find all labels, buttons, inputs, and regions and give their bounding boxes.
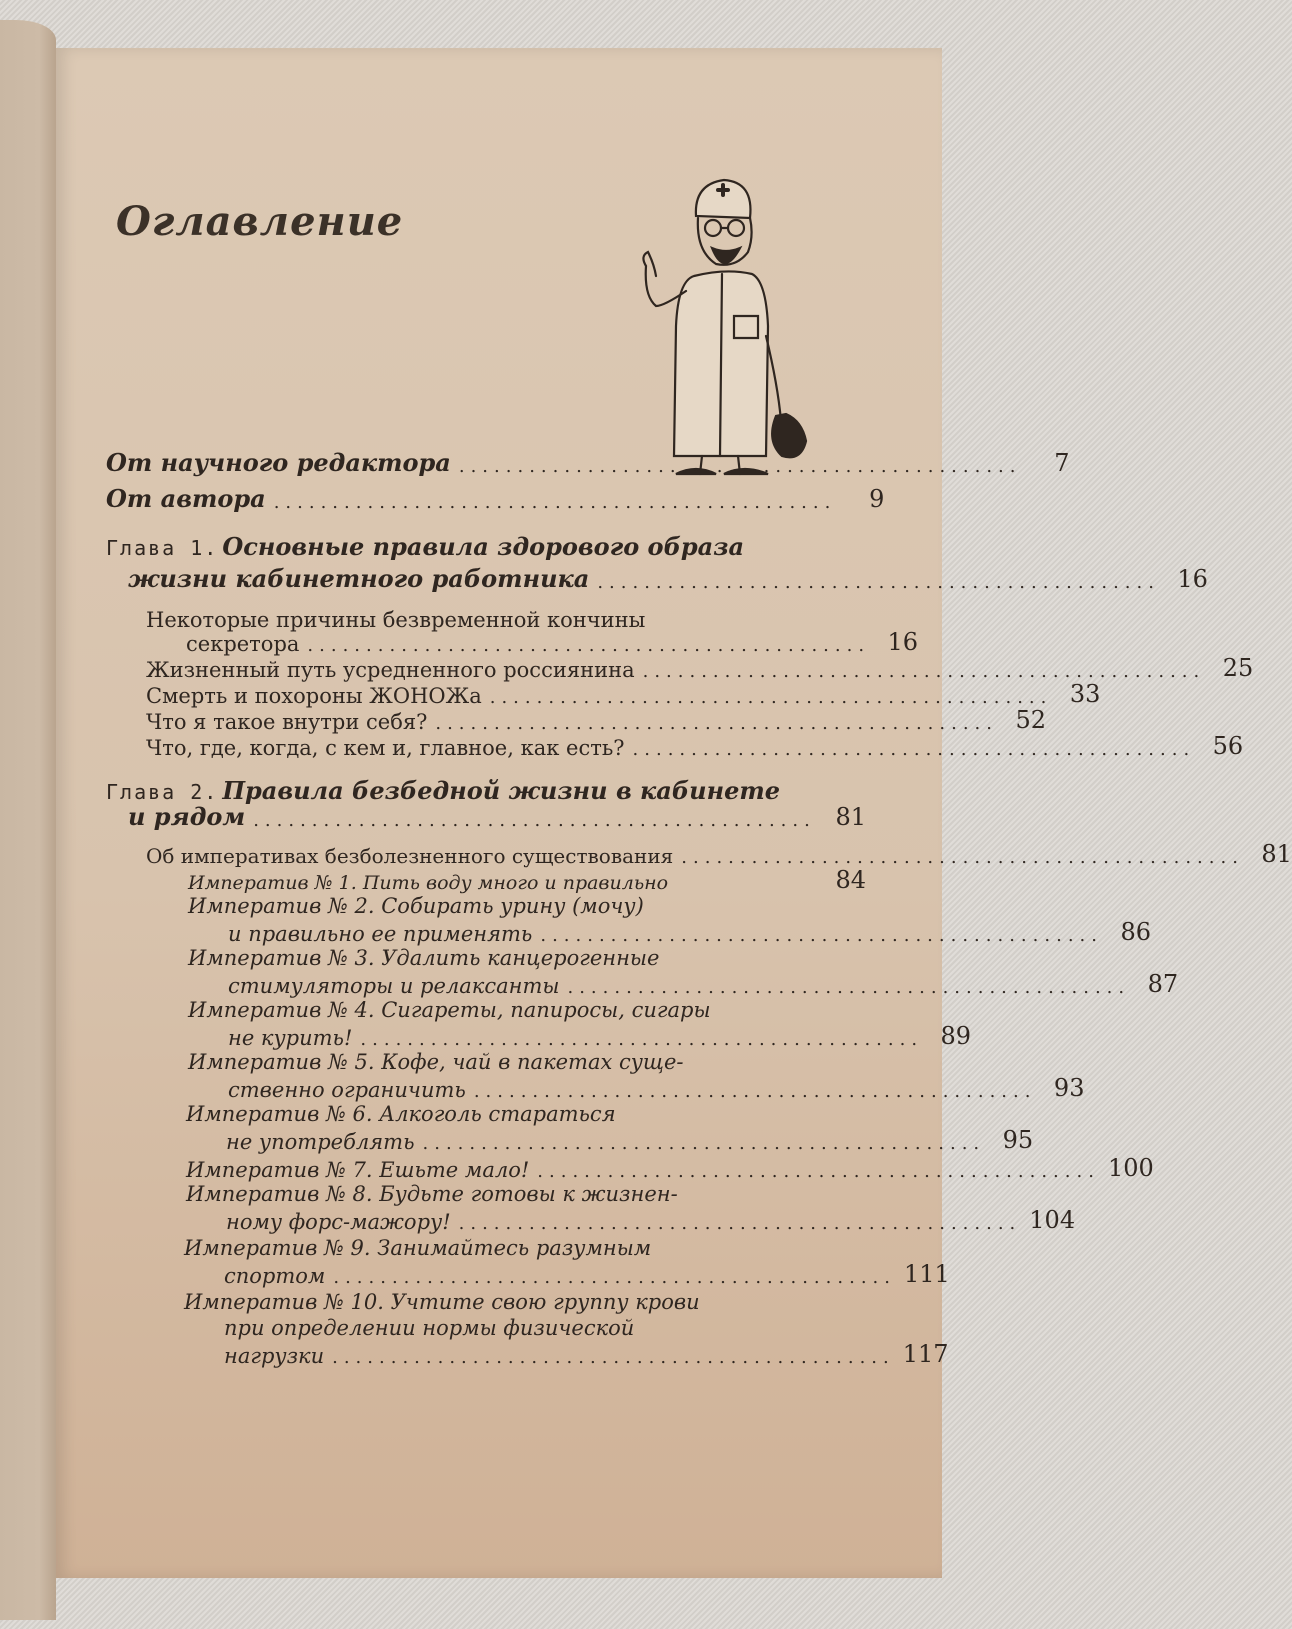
chapter-prefix: Глава 2. [106,780,219,804]
toc-item-label: Императив № 4. Сигареты, папиросы, сигары [188,998,711,1022]
toc-item[interactable] [106,1074,1085,1102]
doctor-illustration [616,156,836,476]
toc-item-label: Об императивах безболезненного существования [146,844,674,868]
toc-page-number: 33 [1069,680,1101,708]
toc-item[interactable] [106,628,919,656]
toc-page-number: 100 [1107,1154,1154,1182]
toc-item-label: не употреблять [226,1130,415,1154]
toc-page-number: 81 [1261,840,1292,868]
leader-dots: ................................................ [681,847,1244,868]
leader-dots: ................................................ [540,925,1103,946]
toc-page-number: 111 [903,1260,950,1288]
toc-item[interactable] [106,484,885,513]
toc-item-label: От научного редактора [106,448,451,477]
toc-item[interactable] [106,732,1244,760]
book-page [56,48,1292,1578]
toc-item-label: спортом [224,1264,326,1288]
leader-dots: ................................................ [332,1347,895,1368]
toc-item-label: секретора [186,632,300,656]
toc-item-label: Императив № 1. Пить воду много и правильно [188,872,669,894]
toc-item-label: нагрузки [224,1344,325,1368]
toc-item-label: стимуляторы и релаксанты [228,974,560,998]
toc-item[interactable] [106,680,1101,708]
leader-dots: ................................................ [567,977,1131,998]
toc-page-number: 16 [1177,565,1208,593]
chapter-heading [106,532,744,561]
toc-page-number: 84 [835,866,866,894]
toc-item-label: Жизненный путь усредненного россиянина [146,658,635,682]
toc-item-label: Некоторые причины безвременной кончины [146,608,646,632]
toc-page-number: 86 [1120,918,1151,946]
toc-item-label: Императив № 5. Кофе, чай в пакетах суще- [188,1050,684,1074]
toc-item-label: ному форс-мажору! [226,1210,451,1234]
toc-item[interactable] [106,1154,1154,1182]
toc-item-label: Что, где, когда, с кем и, главное, как есть? [146,736,625,760]
leader-dots: ................................................ [273,492,837,513]
leader-dots: ................................................ [537,1161,1100,1182]
toc-item-label: Императив № 9. Занимайтесь разумным [184,1236,652,1260]
toc-item[interactable] [106,918,1151,946]
toc-item-label: Что я такое внутри себя? [146,710,428,734]
chapter-prefix: Глава 1. [106,536,219,560]
toc-page-number: 104 [1029,1206,1076,1234]
leader-dots: ................................................ [253,810,816,831]
toc-page-number: 7 [1054,449,1070,477]
toc-item[interactable] [106,970,1179,998]
chapter-title-line: Правила безбедной жизни в кабинете [222,776,781,805]
toc-page-number: 95 [1002,1126,1034,1154]
toc-item-label: Императив № 2. Собирать урину (мочу) [188,894,644,918]
toc-page-number: 9 [869,485,885,513]
toc-item-label: и правильно ее применять [228,922,533,946]
toc-item[interactable] [106,564,1208,593]
toc-item-label: жизни кабинетного работника [128,564,590,593]
toc-item-label: Императив № 6. Алкоголь стараться [186,1102,616,1126]
leader-dots: ................................................ [632,739,1196,760]
leader-dots: ................................................ [307,635,871,656]
toc-item[interactable] [106,1022,972,1050]
toc-item[interactable] [106,1260,950,1288]
toc-page-number: 87 [1147,970,1179,998]
leader-dots: ................................................ [422,1133,986,1154]
chapter-title-line: Основные правила здорового образа [222,532,745,561]
toc-page-number: 117 [902,1340,949,1368]
toc-item[interactable] [106,1340,949,1368]
toc-item[interactable] [106,840,1292,868]
toc-item-label: ственно ограничить [228,1078,466,1102]
toc-page-number: 52 [1015,706,1046,734]
toc-item[interactable] [106,802,866,831]
toc-item[interactable] [106,1126,1034,1154]
leader-dots: ................................................ [458,456,1022,477]
leader-dots: ................................................ [333,1267,896,1288]
toc-item[interactable] [106,448,1070,477]
page-title: Оглавление [116,198,404,245]
toc-item-label: Императив № 3. Удалить канцерогенные [188,946,660,970]
toc-item-label: Смерть и похороны ЖОНОЖа [146,684,482,708]
toc-item-label: при определении нормы физической [224,1316,635,1340]
leader-dots: ................................................ [489,687,1053,708]
toc-page-number: 16 [887,628,919,656]
toc-page-number: 56 [1212,732,1244,760]
chapter-heading [106,776,780,805]
toc-page-number: 89 [940,1022,972,1050]
leader-dots: ................................................ [473,1081,1037,1102]
toc-item-label: не курить! [228,1026,353,1050]
toc-item[interactable] [106,1206,1076,1234]
toc-item-label: Императив № 10. Учтите свою группу крови [184,1290,700,1314]
leader-dots: ................................................ [458,1213,1022,1234]
toc-item[interactable] [106,706,1046,734]
toc-item[interactable] [106,866,866,894]
toc-item[interactable] [106,654,1254,682]
toc-page-number: 81 [835,803,866,831]
leader-dots: ................................................ [435,713,998,734]
leader-dots: ................................................ [360,1029,924,1050]
leader-dots: ................................................ [597,572,1160,593]
toc-item-label: и рядом [128,802,246,831]
toc-page-number: 25 [1222,654,1254,682]
toc-item-label: От автора [106,484,266,513]
left-page-edge [0,20,56,1620]
toc-page-number: 93 [1053,1074,1085,1102]
toc-item-label: Императив № 7. Ешьте мало! [186,1158,530,1182]
toc-item-label: Императив № 8. Будьте готовы к жизнен- [186,1182,678,1206]
leader-dots: ................................................ [642,661,1206,682]
